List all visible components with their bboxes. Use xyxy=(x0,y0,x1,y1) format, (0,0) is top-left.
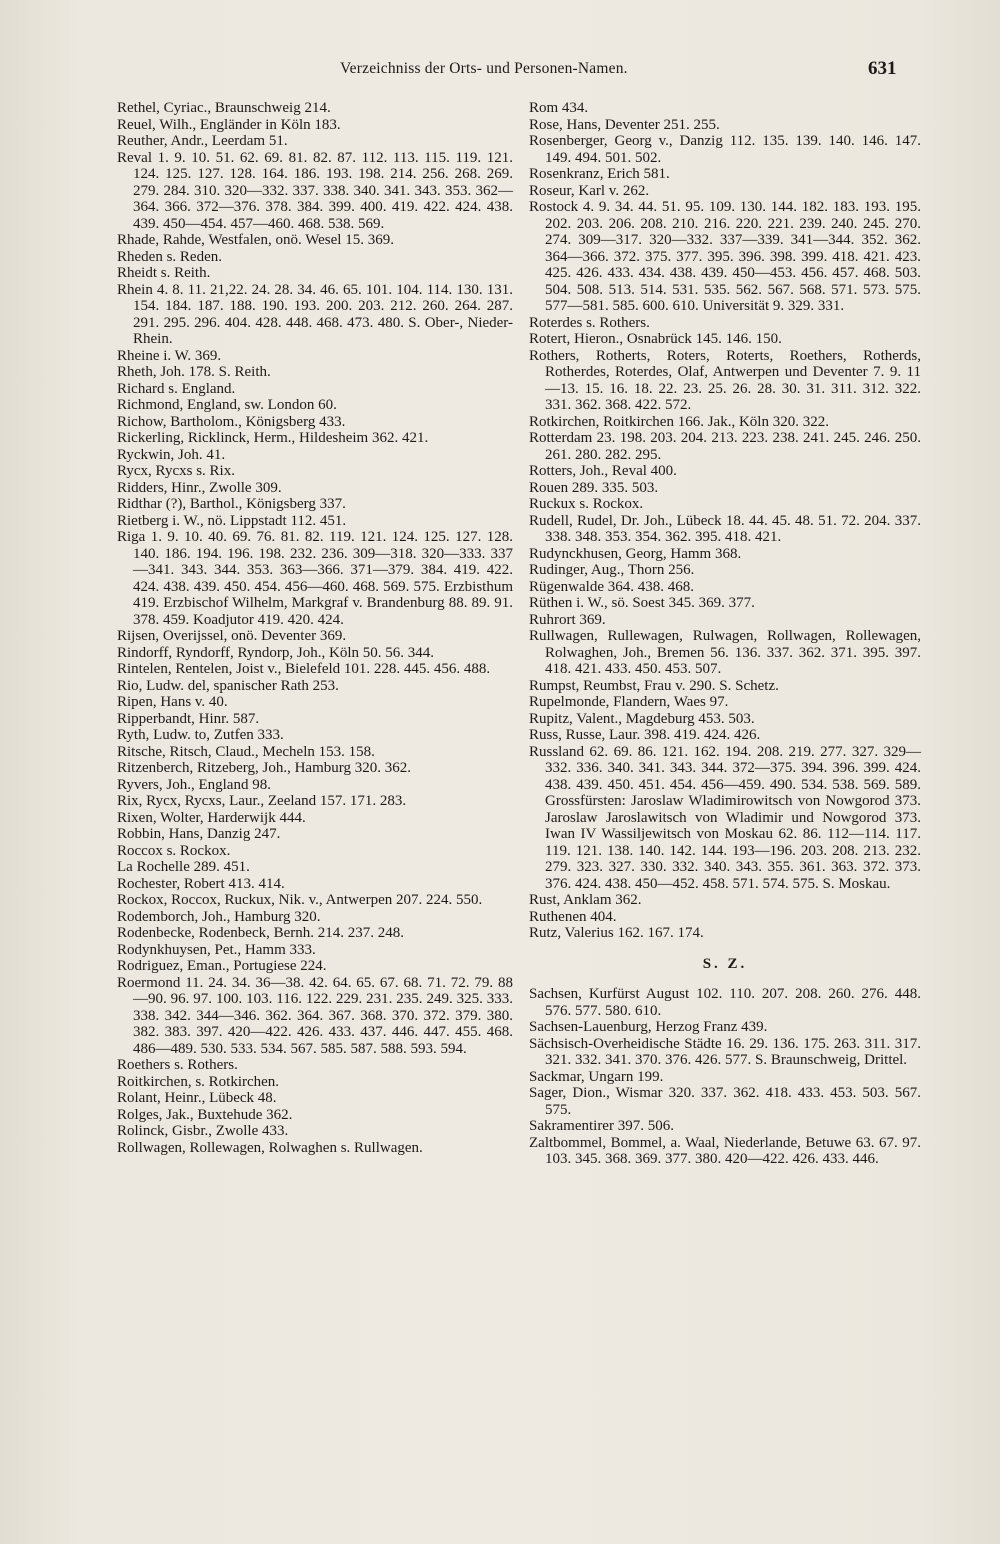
index-entry: Rudinger, Aug., Thorn 256. xyxy=(529,562,695,578)
index-entry: Ryckwin, Joh. 41. xyxy=(117,446,226,463)
index-entry: Roermond 11. 24. 34. 36—38. 42. 64. 65. 67. 68. 71. 72. 79. 88—90. 96. 97. 100. 103. 116. 122. 229. 231. 235. 249. 325. 333. 338. 342. 344—346. 362. 364. 367. 368. 370. 372. 379. 380. 382. 383. 397. 420—422. 426. 433. 437. 446. 447. 455. 468. 486—489. 530. 533. 534. 567. 585. 587. 588. 593. 594. xyxy=(117,974,513,1057)
index-entry: La Rochelle 289. 451. xyxy=(117,859,250,875)
index-entry: Ritsche, Ritsch, Claud., Mecheln 153. 158. xyxy=(117,743,375,760)
index-entry: Reuel, Wilh., Engländer in Köln 183. xyxy=(117,116,341,133)
index-entry: Rheth, Joh. 178. S. Reith. xyxy=(117,364,271,380)
running-header: Verzeichniss der Orts- und Personen-Namen. xyxy=(340,60,628,77)
index-entry: Ruhrort 369. xyxy=(529,611,606,628)
index-entry: Rotterdam 23. 198. 203. 204. 213. 223. 238. 241. 245. 246. 250. 261. 280. 282. 295. xyxy=(529,430,921,463)
index-entry: Rycx, Rycxs s. Rix. xyxy=(117,463,235,479)
index-entry: Sakramentirer 397. 506. xyxy=(529,1118,674,1134)
index-entry: Rüthen i. W., sö. Soest 345. 369. 377. xyxy=(529,595,755,611)
index-entry: Rose, Hans, Deventer 251. 255. xyxy=(529,116,720,133)
index-entry: Rhein 4. 8. 11. 21,22. 24. 28. 34. 46. 65. 101. 104. 114. 130. 131. 154. 184. 187. 188. 190. 193. 200. 203. 212. 260. 264. 287. 291. 295. 296. 404. 428. 448. 468. 473. 480. S. Ober-, Nieder-Rhein. xyxy=(117,281,513,347)
index-entry: Rom 434. xyxy=(529,100,589,116)
index-entry: Roccox s. Rockox. xyxy=(117,842,231,859)
index-entry: Rijsen, Overijssel, onö. Deventer 369. xyxy=(117,628,347,644)
index-column-left xyxy=(117,100,513,1156)
index-entry: Rotters, Joh., Reval 400. xyxy=(529,463,677,479)
index-entry: Rupitz, Valent., Magdeburg 453. 503. xyxy=(529,710,755,727)
index-entries-s-z xyxy=(529,986,921,1168)
index-entry: Richow, Bartholom., Königsberg 433. xyxy=(117,413,346,430)
index-entry: Riga 1. 9. 10. 40. 69. 76. 81. 82. 119. 121. 124. 125. 127. 128. 140. 186. 194. 196. 198. 232. 236. 309—318. 320—333. 337—341. 343. 344. 353. 363—366. 371—379. 384. 419. 422. 424. 438. 439. 450. 454. 456—460. 468. 569. 575. Erzbisthum 419. Erzbischof Wilhelm, Markgraf v. Brandenburg 88. 89. 91. 378. 459. Koadjutor 419. 420. 424. xyxy=(117,529,513,628)
index-entry: Sachsen-Lauenburg, Herzog Franz 439. xyxy=(529,1019,768,1035)
index-entry: Rudell, Rudel, Dr. Joh., Lübeck 18. 44. 45. 48. 51. 72. 204. 337. 338. 348. 353. 354. 362. 395. 418. 421. xyxy=(529,512,921,545)
index-entry: Rodynkhuysen, Pet., Hamm 333. xyxy=(117,941,316,958)
index-entry: Rotert, Hieron., Osnabrück 145. 146. 150. xyxy=(529,331,782,347)
index-entry: Rheden s. Reden. xyxy=(117,248,222,265)
index-entry: Rodriguez, Eman., Portugiese 224. xyxy=(117,958,327,974)
section-heading: S. Z. xyxy=(702,955,748,972)
index-entry: Roterdes s. Rothers. xyxy=(529,314,650,331)
index-entry: Rintelen, Rentelen, Joist v., Bielefeld 101. 228. 445. 456. 488. xyxy=(117,661,491,677)
index-entry: Russland 62. 69. 86. 121. 162. 194. 208. 219. 277. 327. 329—332. 336. 340. 341. 343. 344. 372—375. 394. 396. 399. 424. 438. 439. 450. 451. 454. 456—459. 490. 534. 538. 569. 589. Grossfürsten: Jaroslaw Wladimirowitsch von Nowgorod 373. Jaroslaw Jaroslawitsch von Wladimir und Nowgorod 373. Iwan IV Wassiljewitsch von Moskau 62. 86. 112—114. 117. 119. 121. 138. 140. 142. 144. 193—196. 203. 208. 213. 232. 279. 323. 327. 330. 332. 340. 343. 355. 361. 363. 372. 373. 376. 424. 438. 450—452. 458. 571. 574. 575. S. Moskau. xyxy=(529,743,921,892)
index-entry: Ridders, Hinr., Zwolle 309. xyxy=(117,479,282,496)
page-number: 631 xyxy=(868,58,897,79)
index-entry: Rix, Rycx, Rycxs, Laur., Zeeland 157. 171. 283. xyxy=(117,793,407,809)
index-entry: Rumpst, Reumbst, Frau v. 290. S. Schetz. xyxy=(529,677,779,694)
index-entry: Rollwagen, Rollewagen, Rolwaghen s. Rullwagen. xyxy=(117,1139,423,1156)
index-entry: Rochester, Robert 413. 414. xyxy=(117,875,285,892)
index-entry: Roitkirchen, s. Rotkirchen. xyxy=(117,1073,280,1090)
index-entry: Richmond, England, sw. London 60. xyxy=(117,397,337,413)
index-entry: Rothers, Rotherts, Roters, Roterts, Roethers, Rotherds, Rotherdes, Roterdes, Olaf, Antwerpen und Deventer 7. 9. 11—13. 15. 16. 18. 22. 23. 25. 26. 28. 30. 31. 311. 312. 322. 331. 362. 368. 422. 572. xyxy=(529,347,921,413)
index-entry: Rudynckhusen, Georg, Hamm 368. xyxy=(529,545,742,562)
index-entry: Rietberg i. W., nö. Lippstadt 112. 451. xyxy=(117,512,347,529)
index-entry: Ryth, Ludw. to, Zutfen 333. xyxy=(117,727,284,743)
index-entry: Ruthenen 404. xyxy=(529,908,617,925)
index-entry: Rolant, Heinr., Lübeck 48. xyxy=(117,1090,277,1106)
index-entry: Robbin, Hans, Danzig 247. xyxy=(117,826,281,842)
index-entry: Rockox, Roccox, Ruckux, Nik. v., Antwerpen 207. 224. 550. xyxy=(117,892,483,908)
index-entry: Rolinck, Gisbr., Zwolle 433. xyxy=(117,1123,289,1139)
index-entry: Rindorff, Ryndorff, Ryndorp, Joh., Köln 50. 56. 344. xyxy=(117,644,434,661)
index-entry: Sachsen, Kurfürst August 102. 110. 207. 208. 260. 276. 448. 576. 577. 580. 610. xyxy=(529,986,921,1019)
index-entry: Rixen, Wolter, Harderwijk 444. xyxy=(117,809,306,826)
index-entry: Ruckux s. Rockox. xyxy=(529,496,644,512)
index-entry: Rheine i. W. 369. xyxy=(117,347,222,364)
index-entry: Zaltbommel, Bommel, a. Waal, Niederlande, Betuwe 63. 67. 97. 103. 345. 368. 369. 377. 380. 420—422. 426. 433. 446. xyxy=(529,1134,921,1167)
index-entry: Rouen 289. 335. 503. xyxy=(529,479,659,496)
index-entry: Ridthar (?), Barthol., Königsberg 337. xyxy=(117,496,346,512)
index-entry: Ripperbandt, Hinr. 587. xyxy=(117,710,260,727)
index-entries-r xyxy=(529,100,921,942)
index-entry: Rupelmonde, Flandern, Waes 97. xyxy=(529,694,729,710)
index-entry: Richard s. England. xyxy=(117,380,236,397)
index-entry: Rutz, Valerius 162. 167. 174. xyxy=(529,925,704,941)
index-entry: Rio, Ludw. del, spanischer Rath 253. xyxy=(117,677,339,694)
index-entry: Russ, Russe, Laur. 398. 419. 424. 426. xyxy=(529,727,761,743)
index-entry: Rethel, Cyriac., Braunschweig 214. xyxy=(117,100,331,116)
index-entry: Rodemborch, Joh., Hamburg 320. xyxy=(117,908,321,925)
index-entry: Rhade, Rahde, Westfalen, onö. Wesel 15. 369. xyxy=(117,232,394,248)
index-entry: Rostock 4. 9. 34. 44. 51. 95. 109. 130. 144. 182. 183. 193. 195. 202. 203. 206. 208. 210. 216. 220. 221. 239. 240. 245. 270. 274. 309—317. 320—332. 337—339. 341—344. 352. 362. 364—366. 372. 375. 377. 395. 396. 398. 399. 418. 421. 423. 425. 426. 433. 434. 438. 439. 450—453. 456. 457. 468. 503. 504. 508. 513. 514. 531. 535. 562. 567. 568. 571. 573. 575. 577—581. 585. 600. 610. Universität 9. 329. 331. xyxy=(529,199,921,314)
index-entry: Rosenkranz, Erich 581. xyxy=(529,166,670,182)
index-entry: Rust, Anklam 362. xyxy=(529,892,642,908)
index-entry: Rodenbecke, Rodenbeck, Bernh. 214. 237. 248. xyxy=(117,925,405,941)
index-entry: Rügenwalde 364. 438. 468. xyxy=(529,578,694,595)
index-column-right xyxy=(529,100,921,1168)
index-entry: Ritzenberch, Ritzeberg, Joh., Hamburg 320. 362. xyxy=(117,760,411,776)
index-entry: Rotkirchen, Roitkirchen 166. Jak., Köln 320. 322. xyxy=(529,413,829,430)
index-entry: Rosenberger, Georg v., Danzig 112. 135. 139. 140. 146. 147. 149. 494. 501. 502. xyxy=(529,133,921,166)
index-entry: Rullwagen, Rullewagen, Rulwagen, Rollwagen, Rollewagen, Rolwaghen, Joh., Bremen 56. 136. 337. 362. 371. 395. 397. 418. 421. 433. 450. 453. 507. xyxy=(529,628,921,677)
index-entry: Reval 1. 9. 10. 51. 62. 69. 81. 82. 87. 112. 113. 115. 119. 121. 124. 125. 127. 128. 164. 186. 193. 198. 214. 256. 268. 269. 279. 284. 310. 320—332. 337. 338. 340. 341. 343. 353. 362—364. 366. 372—376. 378. 384. 399. 400. 419. 422. 424. 438. 439. 450—454. 457—460. 468. 538. 569. xyxy=(117,149,513,232)
index-entry: Sager, Dion., Wismar 320. 337. 362. 418. 433. 453. 503. 567. 575. xyxy=(529,1085,921,1118)
index-entry: Roethers s. Rothers. xyxy=(117,1057,238,1073)
index-entry: Reuther, Andr., Leerdam 51. xyxy=(117,133,288,149)
index-entry: Sächsisch-Overheidische Städte 16. 29. 136. 175. 263. 311. 317. 321. 332. 341. 370. 376. 426. 577. S. Braunschweig, Drittel. xyxy=(529,1035,921,1068)
index-entry: Rolges, Jak., Buxtehude 362. xyxy=(117,1106,293,1123)
index-entry: Rheidt s. Reith. xyxy=(117,265,211,281)
index-entry: Rickerling, Ricklinck, Herm., Hildesheim 362. 421. xyxy=(117,430,429,446)
index-entry: Ryvers, Joh., England 98. xyxy=(117,776,271,793)
index-entry: Ripen, Hans v. 40. xyxy=(117,694,228,710)
index-entry: Sackmar, Ungarn 199. xyxy=(529,1068,664,1085)
index-entry: Roseur, Karl v. 262. xyxy=(529,182,650,199)
